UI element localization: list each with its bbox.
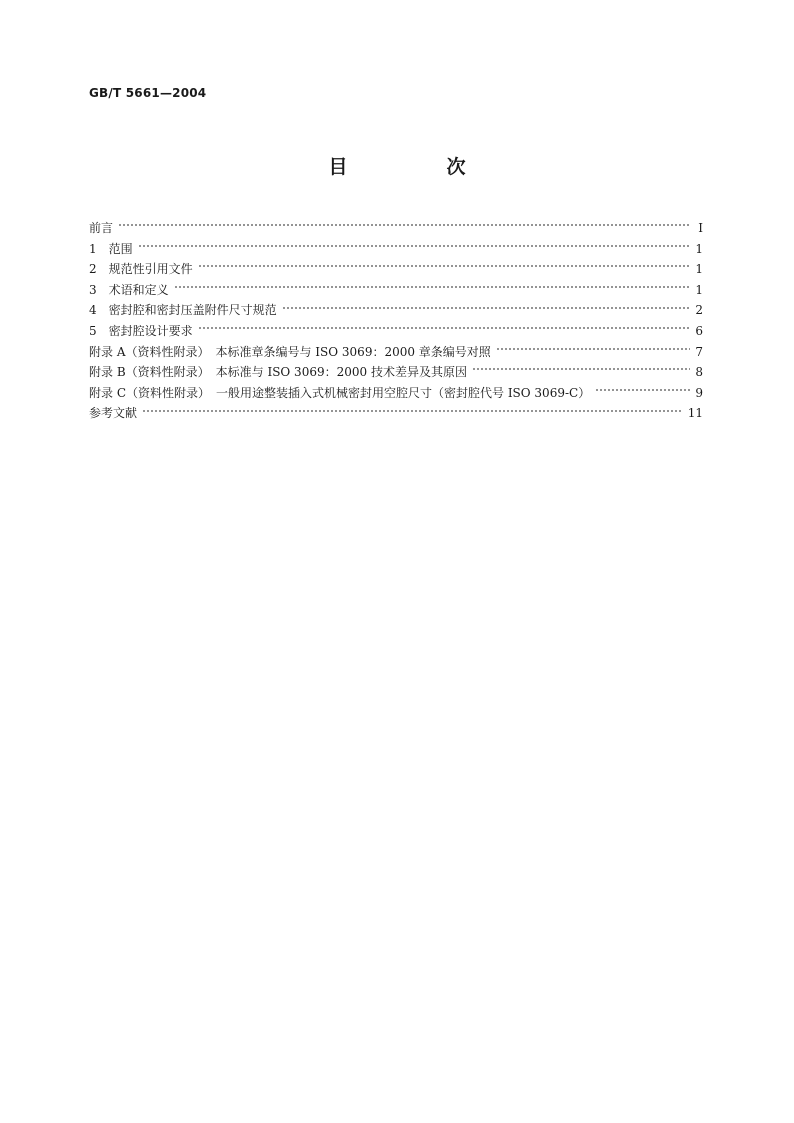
toc-entry-page: 1 xyxy=(695,241,703,256)
toc-entry-label: 1 范围 xyxy=(89,241,133,256)
toc-entry-page: 7 xyxy=(695,344,703,359)
toc-leader-dots xyxy=(138,245,690,247)
toc-entry-page: 9 xyxy=(695,385,703,400)
toc-leader-dots xyxy=(496,348,690,350)
toc-leader-dots xyxy=(282,307,690,309)
toc-leader-dots xyxy=(198,265,690,267)
toc-entry-design-requirements[interactable] xyxy=(89,321,703,342)
toc-entry-page: 11 xyxy=(687,406,703,421)
toc-entry-annex-b[interactable] xyxy=(89,362,703,383)
standard-code: GB/T 5661—2004 xyxy=(89,86,207,100)
toc-entry-page: 8 xyxy=(695,365,703,380)
toc-leader-dots xyxy=(198,327,690,329)
toc-leader-dots xyxy=(174,286,690,288)
toc-entry-label: 5 密封腔设计要求 xyxy=(89,323,193,338)
toc-entry-label: 2 规范性引用文件 xyxy=(89,262,193,277)
toc-leader-dots xyxy=(472,368,690,370)
toc-entry-annex-c[interactable] xyxy=(89,383,703,404)
toc-entry-annex-a[interactable] xyxy=(89,342,703,363)
toc-leader-dots xyxy=(595,389,690,391)
toc-entry-label: 前言 xyxy=(89,221,114,235)
toc-entry-label: 4 密封腔和密封压盖附件尺寸规范 xyxy=(89,303,277,318)
toc-entry-label: 附录 B（资料性附录） 本标准与 ISO 3069：2000 技术差异及其原因 xyxy=(89,365,467,380)
toc-entry-label: 附录 C（资料性附录） 一般用途整装插入式机械密封用空腔尺寸（密封腔代号 ISO 3069-C） xyxy=(89,385,591,400)
toc-entry-label: 3 术语和定义 xyxy=(89,282,169,297)
toc-entry-bibliography[interactable] xyxy=(89,403,703,424)
toc-entry-scope[interactable] xyxy=(89,239,703,260)
toc-entry-page: 1 xyxy=(695,262,703,277)
toc-title: 目 次 xyxy=(328,156,506,178)
toc-leader-dots xyxy=(142,410,683,412)
toc-entry-page: 2 xyxy=(695,303,703,318)
toc-entry-page: 1 xyxy=(695,282,703,297)
toc-entry-normative-references[interactable] xyxy=(89,259,703,280)
toc-entry-terms-definitions[interactable] xyxy=(89,280,703,301)
toc-entry-label: 参考文献 xyxy=(89,406,138,421)
toc-entry-dimensions[interactable] xyxy=(89,300,703,321)
toc-entry-label: 附录 A（资料性附录） 本标准章条编号与 ISO 3069：2000 章条编号对照 xyxy=(89,344,491,359)
toc-entry-foreword[interactable] xyxy=(89,218,703,239)
toc-entry-page: 6 xyxy=(695,323,703,338)
toc-entry-page: I xyxy=(698,221,703,235)
table-of-contents xyxy=(89,218,703,424)
toc-leader-dots xyxy=(118,224,690,226)
